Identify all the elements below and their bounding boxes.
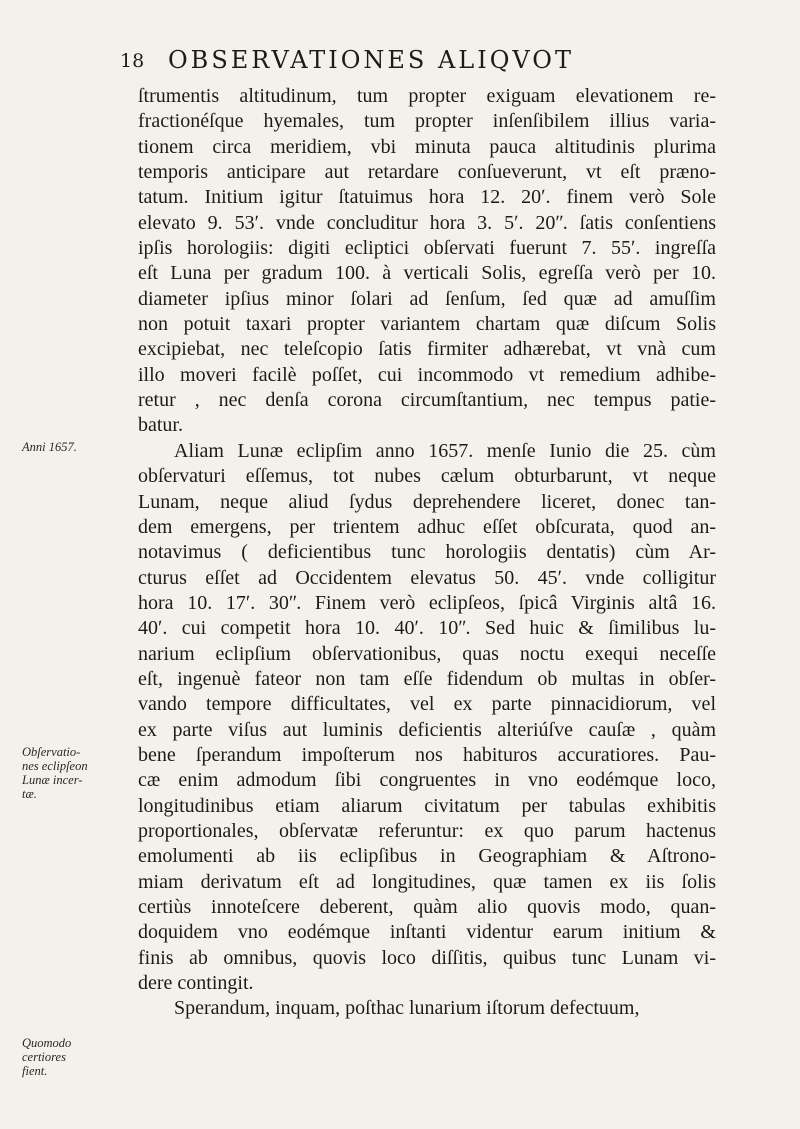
running-title: OBSERVATIONES ALIQVOT <box>168 46 574 74</box>
text-line: Aliam Lunæ eclipſim anno 1657. menſe Iunio die 25. cùm <box>174 439 716 462</box>
margin-note-line: Obſervatio- <box>22 745 81 759</box>
text-line: elevato 9. 53ʹ. vnde concluditur hora 3. 5ʹ. 20ʺ. ſatis conſentiens <box>138 211 716 234</box>
text-line: bene ſperandum impoſterum nos habituros accuratiores. Pau- <box>138 743 716 766</box>
margin-note-line: Anni 1657. <box>22 440 77 454</box>
body-text <box>138 84 716 1022</box>
margin-note-line: nes eclipſeon <box>22 759 88 773</box>
text-line: diameter ipſius minor ſolari ad ſenſum, ſed quæ ad amuſſim <box>138 287 716 310</box>
text-line: finis ab omnibus, quovis loco diſſitis, quibus tunc Lunam vi- <box>138 946 716 969</box>
text-line: certiùs innoteſcere deberent, quàm alio quovis modo, quan- <box>138 896 716 918</box>
page-header <box>120 42 720 82</box>
text-line: narium eclipſium obſervationibus, quas noctu exequi neceſſe <box>138 642 716 665</box>
text-line: 40ʹ. cui competit hora 10. 40ʹ. 10ʺ. Sed huic & ſimilibus lu- <box>138 617 716 640</box>
text-line: temporis anticipare aut retardare conſueverunt, vt eſt præno- <box>138 161 716 184</box>
text-line: dem emergens, per trientem adhuc eſſet obſcurata, quod an- <box>138 515 716 538</box>
text-line: miam derivatum eſt ad longitudines, quæ tamen ex iis ſolis <box>138 870 716 893</box>
text-line: Lunam, neque aliud ſydus deprehendere liceret, donec tan- <box>138 490 716 513</box>
margin-note-line: Lunæ incer- <box>22 773 83 787</box>
text-line: ex parte viſus aut luminis deficientis alteriúſve cauſæ , quàm <box>138 718 716 741</box>
text-line: dere contingit. <box>138 972 254 995</box>
text-line: longitudinibus etiam aliarum civitatum per tabulas exhibitis <box>138 794 716 817</box>
text-line: vando tempore difficultates, vel ex parte pinnacidiorum, vel <box>138 693 716 716</box>
margin-note-quomodo <box>22 1036 126 1078</box>
margin-note-observationes <box>22 745 126 801</box>
margin-note-line: tæ. <box>22 787 37 801</box>
text-line: doquidem vno eodémque inſtanti videntur earum initium & <box>138 921 716 944</box>
text-line: eſt Luna per gradum 100. à verticali Solis, egreſſa verò per 10. <box>138 262 716 285</box>
page-number: 18 <box>120 50 145 72</box>
text-line: excipiebat, nec teleſcopio ſatis firmiter adhærebat, vt vnà cum <box>138 338 716 361</box>
text-line: fractionéſque hyemales, tum propter inſenſibilem illius varia- <box>138 110 716 133</box>
text-line: batur. <box>138 414 183 437</box>
margin-note-anni <box>22 440 126 454</box>
text-line: emolumenti ab iis eclipſibus in Geographiam & Aſtrono- <box>138 845 716 868</box>
text-line: obſervaturi eſſemus, tot nubes cælum obturbarunt, vt neque <box>138 465 716 488</box>
text-line: illo moveri facilè poſſet, cui incommodo vt remedium adhibe- <box>138 363 716 386</box>
text-line: eſt, ingenuè fateor non tam eſſe fidendum ob multas in obſer- <box>138 667 716 690</box>
text-line: notavimus ( deficientibus tunc horologiis dentatis) cùm Ar- <box>138 541 716 564</box>
text-line: Sperandum, inquam, poſthac lunarium iſtorum defectuum, <box>174 997 640 1020</box>
margin-note-line: fient. <box>22 1064 48 1078</box>
text-line: cturus eſſet ad Occidentem elevatus 50. 45ʹ. vnde colligitur <box>138 566 716 589</box>
text-line: non potuit taxari propter variantem chartam quæ diſcum Solis <box>138 313 716 336</box>
text-line: ſtrumentis altitudinum, tum propter exiguam elevationem re- <box>138 85 716 107</box>
margin-note-line: Quomodo <box>22 1036 72 1050</box>
margin-note-line: certiores <box>22 1050 66 1064</box>
text-line: hora 10. 17ʹ. 30ʺ. Finem verò eclipſeos, ſpicâ Virginis altâ 16. <box>138 591 716 614</box>
text-line: tatum. Initium igitur ſtatuimus hora 12. 20ʹ. finem verò Sole <box>138 186 716 209</box>
text-line: cæ enim admodum ſibi congruentes in vno eodémque loco, <box>138 769 716 792</box>
text-line: proportionales, obſervatæ referuntur: ex quo parum hactenus <box>138 819 716 842</box>
text-line: retur , nec denſa corona circumſtantium, nec tempus patie- <box>138 389 716 412</box>
text-line: tionem circa meridiem, vbi minuta pauca altitudinis plurima <box>138 135 716 158</box>
text-line: ipſis horologiis: digiti ecliptici obſervati fuerunt 7. 55ʹ. ingreſſa <box>138 237 716 260</box>
